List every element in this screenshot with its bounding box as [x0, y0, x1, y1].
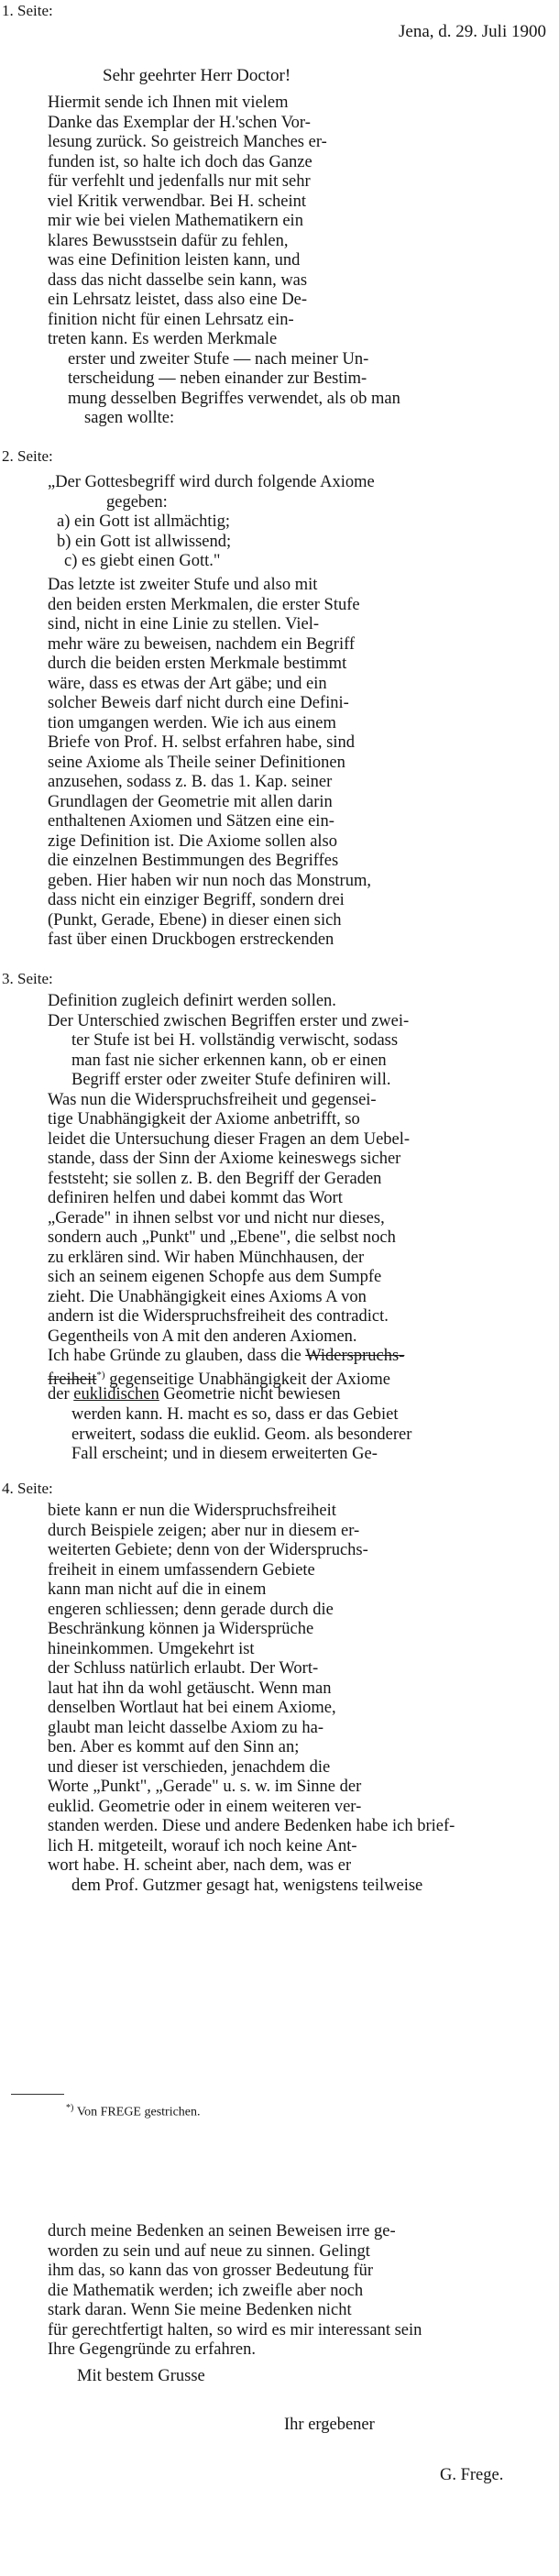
text-line: Definition zugleich definirt werden sollen.: [48, 992, 336, 1010]
text-line: ihm das, so kann das von grosser Bedeutung für: [48, 2262, 374, 2280]
text-line: was eine Definition leisten kann, und: [48, 251, 301, 270]
text-line: durch die beiden ersten Merkmale bestimmt: [48, 655, 347, 673]
text-line: man fast nie sicher erkennen kann, ob er einen: [71, 1051, 387, 1070]
text-line: viel Kritik verwendbar. Bei H. scheint: [48, 192, 307, 211]
page-label-4: 4. Seite:: [2, 1480, 53, 1497]
text-line: ter Stufe ist bei H. vollständig verwischt, sodass: [71, 1031, 399, 1050]
footnote-rule: [11, 2094, 64, 2095]
text-line: Fall erscheint; und in diesem erweiterten Ge-: [71, 1445, 378, 1463]
text-line: zieht. Die Unabhängigkeit eines Axioms A von: [48, 1287, 367, 1306]
text-line: ein Lehrsatz leistet, dass also eine De-: [48, 291, 308, 309]
text-line: Beschränkung können ja Widersprüche: [48, 1620, 314, 1638]
page-label-3: 3. Seite:: [2, 970, 53, 987]
struck-word-1: Widerspruchs-: [305, 1347, 405, 1365]
text-line: die einzelnen Bestimmungen des Begriffes: [48, 852, 339, 870]
text-line: finition nicht für einen Lehrsatz ein-: [48, 310, 294, 329]
paragraph-2: [48, 576, 371, 951]
footnote: *) Von FREGE gestrichen.: [66, 2103, 201, 2119]
text-line: Ihre Gegengründe zu erfahren.: [48, 2340, 257, 2359]
text-line: dem Prof. Gutzmer gesagt hat, wenigstens teilweise: [71, 1876, 423, 1895]
text-line: freiheit in einem umfassendern Gebiete: [48, 1560, 315, 1580]
text-line: enthaltenen Axiomen und Sätzen eine ein-: [48, 812, 334, 831]
text-line: euklid. Geometrie oder in einem weiteren ver-: [48, 1797, 362, 1816]
text-line: sind, nicht in eine Linie zu stellen. Viel-: [48, 615, 320, 633]
paragraph-1: [48, 94, 400, 429]
text-line: c) es giebt einen Gott.": [64, 552, 221, 570]
text-line: standen werden. Diese und andere Bedenken habe ich brief-: [48, 1817, 455, 1835]
text-line: ben. Aber es kommt auf den Sinn an;: [48, 1738, 300, 1756]
text-line: durch meine Bedenken an seinen Beweisen irre ge-: [48, 2222, 396, 2240]
text-line: Grundlagen der Geometrie mit allen darin: [48, 792, 333, 811]
text-line: andern ist die Widerspruchsfreiheit des contradict.: [48, 1307, 389, 1326]
text-line: Begriff erster oder zweiter Stufe definiren will.: [71, 1071, 391, 1089]
text-line: tion umgangen werden. Wie ich aus einem: [48, 713, 336, 732]
text-line: den beiden ersten Merkmalen, die erster Stufe: [48, 595, 360, 614]
text-line: stande, dass der Sinn der Axiome keineswegs sicher: [48, 1150, 401, 1168]
quote-block: [48, 473, 375, 572]
text-line: weiterten Gebiete; denn von der Widerspruchs-: [48, 1541, 368, 1559]
paragraph-4: [48, 1502, 455, 1896]
page-label-1: 1. Seite:: [2, 2, 53, 19]
text-line: solcher Beweis darf nicht durch eine Defini-: [48, 694, 349, 712]
text-line: und dieser ist verschieden, jenachdem die: [48, 1757, 331, 1777]
text-line: b) ein Gott ist allwissend;: [57, 532, 232, 551]
closing-greeting: Mit bestem Grusse: [77, 2367, 205, 2385]
letter-salutation: Sehr geehrter Herr Doctor!: [103, 66, 291, 85]
text-line: „Gerade" in ihnen selbst vor und nicht nur dieses,: [48, 1208, 385, 1227]
text-line: zu erklären sind. Wir haben Münchhausen, der: [48, 1248, 365, 1267]
text-line: stark daran. Wenn Sie meine Bedenken nicht: [48, 2301, 352, 2319]
text-line: terscheidung — neben einander zur Bestim-: [68, 369, 367, 388]
text-line: Gegentheils von A mit den anderen Axiomen.: [48, 1327, 357, 1346]
signature: G. Frege.: [440, 2466, 504, 2484]
text-line: mehr wäre zu beweisen, nachdem ein Begriff: [48, 634, 356, 654]
text-line: anzusehen, sodass z. B. das 1. Kap. seiner: [48, 773, 333, 791]
text-line: Hiermit sende ich Ihnen mit vielem: [48, 94, 289, 112]
text-line: erster und zweiter Stufe — nach meiner Un-: [68, 349, 369, 369]
text-line: „Der Gottesbegriff wird durch folgende Axiome: [48, 473, 375, 491]
paragraph-5: [48, 2222, 422, 2361]
text-line: zige Definition ist. Die Axiome sollen also: [48, 831, 337, 851]
text-line: mung desselben Begriffes verwendet, als ob man: [68, 389, 400, 408]
text-line: Danke das Exemplar der H.'schen Vor-: [48, 113, 311, 132]
text-line: dass das nicht dasselbe sein kann, was: [48, 270, 308, 290]
text-line: laut hat ihn da wohl getäuscht. Wenn man: [48, 1679, 332, 1698]
text-line: Das letzte ist zweiter Stufe und also mit: [48, 576, 318, 594]
text-line: für verfehlt und jedenfalls nur mit sehr: [48, 172, 311, 191]
text-line: Was nun die Widerspruchsfreiheit und gegensei-: [48, 1090, 377, 1109]
paragraph-3: [48, 992, 410, 1347]
text-line: dass nicht ein einziger Begriff, sondern drei: [48, 891, 345, 909]
text-line: wort habe. H. scheint aber, nach dem, was er: [48, 1856, 352, 1875]
text-line: engeren schliessen; denn gerade durch die: [48, 1600, 334, 1619]
text-line: sondern auch „Punkt" und „Ebene", die selbst noch: [48, 1228, 396, 1247]
text-line: worden zu sein und auf neue zu sinnen. Gelingt: [48, 2241, 370, 2261]
text-line: (Punkt, Gerade, Ebene) in dieser einen sich: [48, 910, 342, 930]
paragraph-3-end: [48, 1405, 411, 1465]
page-label-2: 2. Seite:: [2, 447, 53, 465]
sentence-euklid: der euklidischen Geometrie nicht bewiesen: [48, 1385, 341, 1404]
text-line: Worte „Punkt", „Gerade" u. s. w. im Sinne der: [48, 1778, 362, 1796]
text-line: denselben Wortlaut hat bei einem Axiome,: [48, 1699, 336, 1717]
text-line: kann man nicht auf die in einem: [48, 1580, 267, 1599]
text-line: Der Unterschied zwischen Begriffen erster und zwei-: [48, 1011, 410, 1030]
text-line: gegeben:: [106, 492, 168, 512]
text-line: für gerechtfertigt halten, so wird es mir interessant sein: [48, 2320, 422, 2339]
text-line: seine Axiome als Theile seiner Definitionen: [48, 753, 345, 772]
letter-date: Jena, d. 29. Juli 1900: [399, 22, 546, 41]
text-line: hineinkommen. Umgekehrt ist: [48, 1639, 255, 1658]
text-line: leidet die Untersuchung dieser Fragen an dem Uebel-: [48, 1129, 411, 1149]
text-line: lesung zurück. So geistreich Manches er-: [48, 133, 327, 151]
text-line: die Mathematik werden; ich zweifle aber noch: [48, 2281, 364, 2300]
closing-yours: Ihr ergebener: [284, 2416, 375, 2434]
footnote-ref: *): [96, 1370, 105, 1381]
sentence-unabhaengigkeit: Ich habe Gründe zu glauben, dass die Widerspruchs-: [48, 1347, 405, 1365]
text-line: lich H. mitgeteilt, worauf ich noch keine Ant-: [48, 1836, 357, 1855]
text-line: der Schluss natürlich erlaubt. Der Wort-: [48, 1659, 319, 1678]
text-line: biete kann er nun die Widerspruchsfreiheit: [48, 1502, 336, 1520]
text-line: sagen wollte:: [84, 409, 175, 427]
underlined-word: euklidischen: [73, 1385, 159, 1404]
text-line: mir wie bei vielen Mathematikern ein: [48, 212, 303, 230]
text-line: feststeht; sie sollen z. B. den Begriff der Geraden: [48, 1169, 382, 1188]
text-line: fast über einen Druckbogen erstreckenden: [48, 930, 334, 949]
text-line: funden ist, so halte ich doch das Ganze: [48, 152, 312, 171]
text-line: klares Bewusstsein dafür zu fehlen,: [48, 231, 289, 250]
text-line: treten kann. Es werden Merkmale: [48, 330, 278, 348]
text-line: Briefe von Prof. H. selbst erfahren habe, sind: [48, 733, 355, 752]
text-line: sich an seinem eigenen Schopfe aus dem Sumpfe: [48, 1268, 382, 1286]
struck-word-2: freiheit: [48, 1371, 97, 1390]
text-line: a) ein Gott ist allmächtig;: [57, 512, 231, 531]
text-line: erweitert, sodass die euklid. Geom. als besonderer: [71, 1425, 412, 1444]
text-line: geben. Hier haben wir nun noch das Monstrum,: [48, 871, 371, 890]
text-line: werden kann. H. macht es so, dass er das Gebiet: [71, 1405, 399, 1424]
text-line: glaubt man leicht dasselbe Axiom zu ha-: [48, 1718, 324, 1737]
text-line: tige Unabhängigkeit der Axiome anbetrifft, so: [48, 1110, 360, 1128]
text-line: durch Beispiele zeigen; aber nur in diesem er-: [48, 1521, 360, 1540]
sentence-unabhaengigkeit-cont: freiheit*) gegenseitige Unabhängigkeit der Axiome: [48, 1370, 390, 1390]
text-line: definiren helfen und dabei kommt das Wort: [48, 1189, 343, 1207]
text-line: wäre, dass es etwas der Art gäbe; und ein: [48, 674, 327, 693]
